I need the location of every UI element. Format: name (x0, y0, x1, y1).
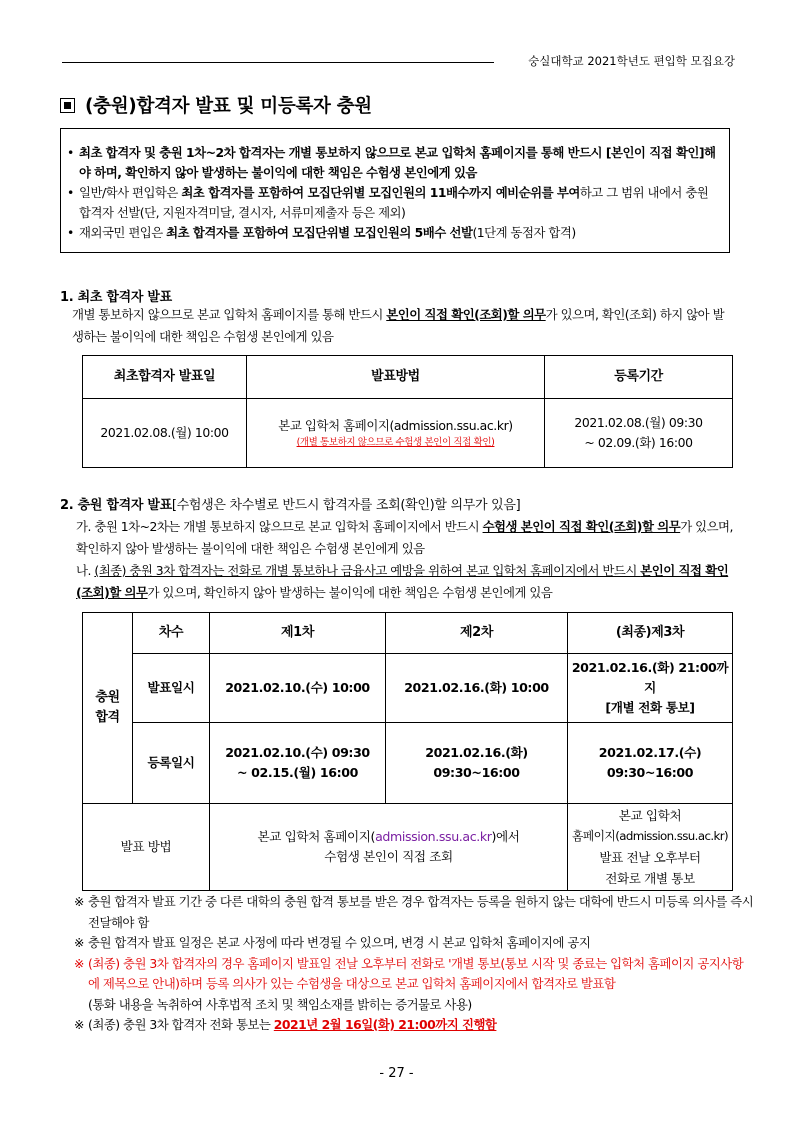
announce-round-3: 2021.02.16.(화) 21:00까지 [개별 전화 통보] (568, 654, 733, 723)
round-3: (최종)제3차 (568, 613, 733, 654)
section1-heading: 1. 최초 합격자 발표 (60, 290, 172, 305)
note-4: ※ (최종) 충원 3차 합격자 전화 통보는 2021년 2월 16일(화) 21:00까지 진행함 (74, 1015, 754, 1036)
supplementary-result-table (82, 612, 733, 891)
round-2: 제2차 (386, 613, 568, 654)
page-number: - 27 - (379, 1066, 414, 1081)
announce-date: 2021.02.08.(월) 10:00 (83, 399, 247, 468)
running-header: 숭실대학교 2021학년도 편입학 모집요강 (528, 54, 735, 68)
notice-item: • 일반/학사 편입학은 최초 합격자를 포함하여 모집단위별 모집인원의 11배수까지 예비순위를 부여하고 그 범위 내에서 충원 합격자 선발(단, 지원자격미달, 결시자, 서류미제출자 등은 제외) (67, 183, 721, 223)
row-announce: 발표일시 (133, 654, 210, 723)
group-label: 충원 합격 (83, 613, 133, 804)
method-round-3: 본교 입학처 홈페이지(admission.ssu.ac.kr) 발표 전날 오후부터 전화로 개별 통보 (568, 804, 733, 891)
section2-item-a: 가. 충원 1차~2차는 개별 통보하지 않으므로 본교 입학처 홈페이지에서 반드시 수험생 본인이 직접 확인(조회)할 의무가 있으며, 확인하지 않아 발생하는 불이익에 대한 책임은 수험생 본인에게 있음 (76, 519, 733, 556)
section1-description: 개별 통보하지 않으므로 본교 입학처 홈페이지를 통해 반드시 본인이 직접 확인(조회)할 의무가 있으며, 확인(조회) 하지 않아 발생하는 불이익에 대한 책임은 수험생 본인에게 있음 (72, 307, 725, 344)
notice-item: • 최초 합격자 및 충원 1차~2차 합격자는 개별 통보하지 않으므로 본교 입학처 홈페이지를 통해 반드시 [본인이 직접 확인]해야 하며, 확인하지 않아 발생하는 불이익에 대한 책임은 수험생 본인에게 있음 (67, 143, 721, 183)
page-title (60, 92, 372, 118)
notice-box (60, 128, 730, 253)
method-note: (개별 통보하지 않으므로 수험생 본인이 직접 확인) (296, 437, 495, 448)
register-round-1: 2021.02.10.(수) 09:30 ~ 02.15.(월) 16:00 (210, 723, 386, 804)
announce-method: 본교 입학처 홈페이지(admission.ssu.ac.kr) (개별 통보하지 않으므로 수험생 본인이 직접 확인) (247, 399, 545, 468)
section2-item-b: 나. (최종) 충원 3차 합격자는 전화로 개별 통보하나 금융사고 예방을 위하여 본교 입학처 홈페이지에서 반드시 본인이 직접 확인(조회)할 의무가 있으며, 확인하지 않아 발생하는 불이익에 대한 책임은 수험생 본인에게 있음 (76, 563, 729, 600)
first-result-table (82, 355, 733, 468)
notes (74, 892, 754, 1036)
row-register: 등록일시 (133, 723, 210, 804)
note-3: ※ (최종) 충원 3차 합격자의 경우 홈페이지 발표일 전날 오후부터 전화로 '개별 통보(통보 시작 및 종료는 입학처 홈페이지 공지사항에 제목으로 안내)하며 등록 의사가 있는 수험생을 대상으로 본교 입학처 홈페이지에서 합격자로 발표함 (통화 내용을 녹취하여 사후법적 조치 및 책임소재를 밝히는 증거물로 사용) (74, 954, 754, 1016)
row-method: 발표 방법 (83, 804, 210, 891)
admission-link[interactable]: admission.ssu.ac.kr (375, 829, 492, 844)
register-round-3: 2021.02.17.(수) 09:30~16:00 (568, 723, 733, 804)
square-bullet-icon (60, 98, 75, 113)
notice-list (67, 143, 721, 243)
page-title-text: (충원)합격자 발표 및 미등록자 충원 (85, 96, 372, 117)
note-1: ※ 충원 합격자 발표 기간 중 다른 대학의 충원 합격 통보를 받은 경우 합격자는 등록을 원하지 않는 대학에 반드시 미등록 의사를 즉시 전달해야 함 (74, 892, 754, 933)
col-round: 차수 (133, 613, 210, 654)
header-method: 발표방법 (247, 356, 545, 399)
header-register-period: 등록기간 (545, 356, 733, 399)
note-2: ※ 충원 합격자 발표 일정은 본교 사정에 따라 변경될 수 있으며, 변경 시 본교 입학처 홈페이지에 공지 (74, 933, 754, 954)
method-rounds-1-2: 본교 입학처 홈페이지(admission.ssu.ac.kr)에서 수험생 본인이 직접 조회 (210, 804, 568, 891)
register-round-2: 2021.02.16.(화) 09:30~16:00 (386, 723, 568, 804)
announce-round-1: 2021.02.10.(수) 10:00 (210, 654, 386, 723)
announce-round-2: 2021.02.16.(화) 10:00 (386, 654, 568, 723)
header-announce-date: 최초합격자 발표일 (83, 356, 247, 399)
notice-item: • 재외국민 편입은 최초 합격자를 포함하여 모집단위별 모집인원의 5배수 선발(1단계 동점자 합격) (67, 223, 721, 243)
header-rule (62, 62, 494, 63)
section2-heading: 2. 충원 합격자 발표[수험생은 차수별로 반드시 합격자를 조회(확인)할 의무가 있음] (60, 498, 521, 513)
register-period: 2021.02.08.(월) 09:30 ~ 02.09.(화) 16:00 (545, 399, 733, 468)
round-1: 제1차 (210, 613, 386, 654)
